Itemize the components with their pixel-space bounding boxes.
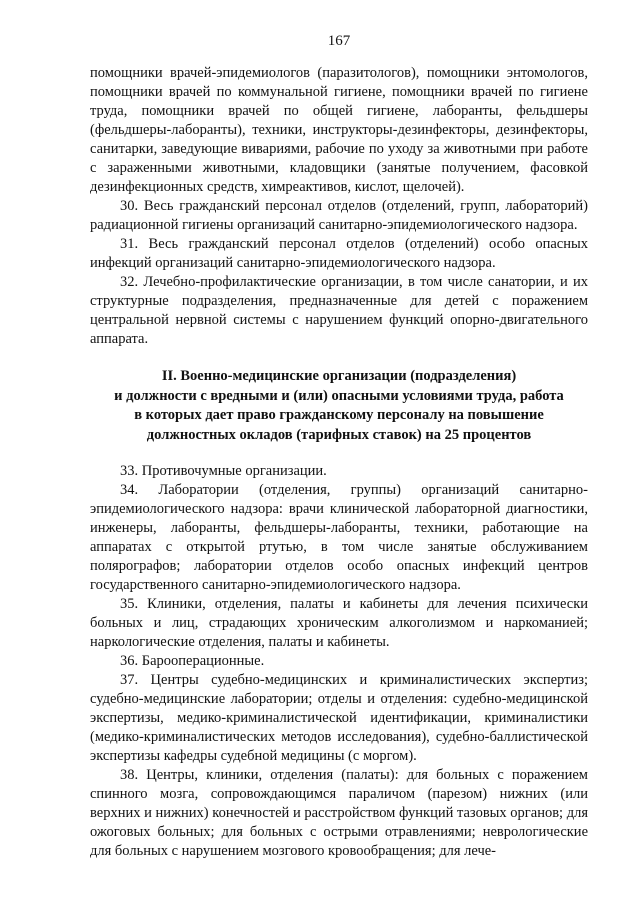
section-heading: [90, 367, 588, 445]
paragraph-33: 33. Противочумные организации.: [120, 463, 327, 479]
paragraph-30: 30. Весь гражданский персонал отделов (отделений, групп, лабораторий) радиационной гигиены организаций санитарно-эпидемиологического надзора.: [90, 198, 588, 233]
paragraph-continuation: помощники врачей-эпидемиологов (паразитологов), помощники энтомологов, помощники врачей по коммунальной гигиене, помощники врачей по гигиене труда, помощники врачей по общей гигиене, лаборанты, фельдшеры (фельдшеры-лаборанты), техники, инструкторы-дезинфекторы, дезинфекторы, санитарки, заведующие вивариями, рабочие по уходу за животными при работе с зараженными животными, кладовщики (занятые получением, фасовкой дезинфекционных средств, химреактивов, кислот, щелочей).: [90, 65, 588, 195]
paragraph-35: 35. Клиники, отделения, палаты и кабинеты для лечения психически больных и лиц, страдающих хроническим алкоголизмом и наркоманией; наркологические отделения, палаты и кабинеты.: [90, 596, 588, 650]
paragraph-38: 38. Центры, клиники, отделения (палаты): для больных с поражением спинного мозга, сопровождающимся параличом (парезом) нижних (или верхних и нижних) конечностей и расстройством функций тазовых органов; для ожоговых больных; для больных с острыми отравлениями; неврологические для больных с нарушением мозгового кровообращения; для лече-: [90, 767, 588, 859]
section-heading-line: и должности с вредными и (или) опасными условиями труда, работа: [114, 387, 564, 404]
paragraph-37: 37. Центры судебно-медицинских и криминалистических экспертиз; судебно-медицинские лаборатории; отделы и отделения: судебно-медицинской экспертизы, медико-криминалистической идентификации, криминалистики (медико-криминалистических методов исследования), судебно-баллистической экспертизы кафедры судебной медицины (с моргом).: [90, 672, 588, 764]
paragraph-36: 36. Барооперационные.: [120, 653, 265, 669]
document-page: [90, 32, 588, 861]
paragraph-31: 31. Весь гражданский персонал отделов (отделений) особо опасных инфекций организаций санитарно-эпидемиологического надзора.: [90, 236, 588, 271]
section-heading-line: II. Военно-медицинские организации (подразделения): [161, 368, 517, 384]
paragraph-32: 32. Лечебно-профилактические организации, в том числе санатории, и их структурные подразделения, предназначенные для детей с поражением центральной нервной системы с нарушением функций опорно-двигательного аппарата.: [90, 274, 588, 347]
section-heading-line: должностных окладов (тарифных ставок) на 25 процентов: [146, 426, 532, 443]
page-number: 167: [327, 33, 351, 49]
section-heading-line: в которых дает право гражданскому персоналу на повышение: [134, 407, 544, 423]
paragraph-34: 34. Лаборатории (отделения, группы) организаций санитарно-эпидемиологического надзора: врачи клинической лабораторной диагностики, инженеры, лаборанты, фельдшеры-лаборанты, техники, работающие на аппаратах с открытой ртутью, в том числе занятые обслуживанием полярографов; лаборатории отделов особо опасных инфекций центров государственного санитарно-эпидемиологического надзора.: [90, 482, 588, 593]
